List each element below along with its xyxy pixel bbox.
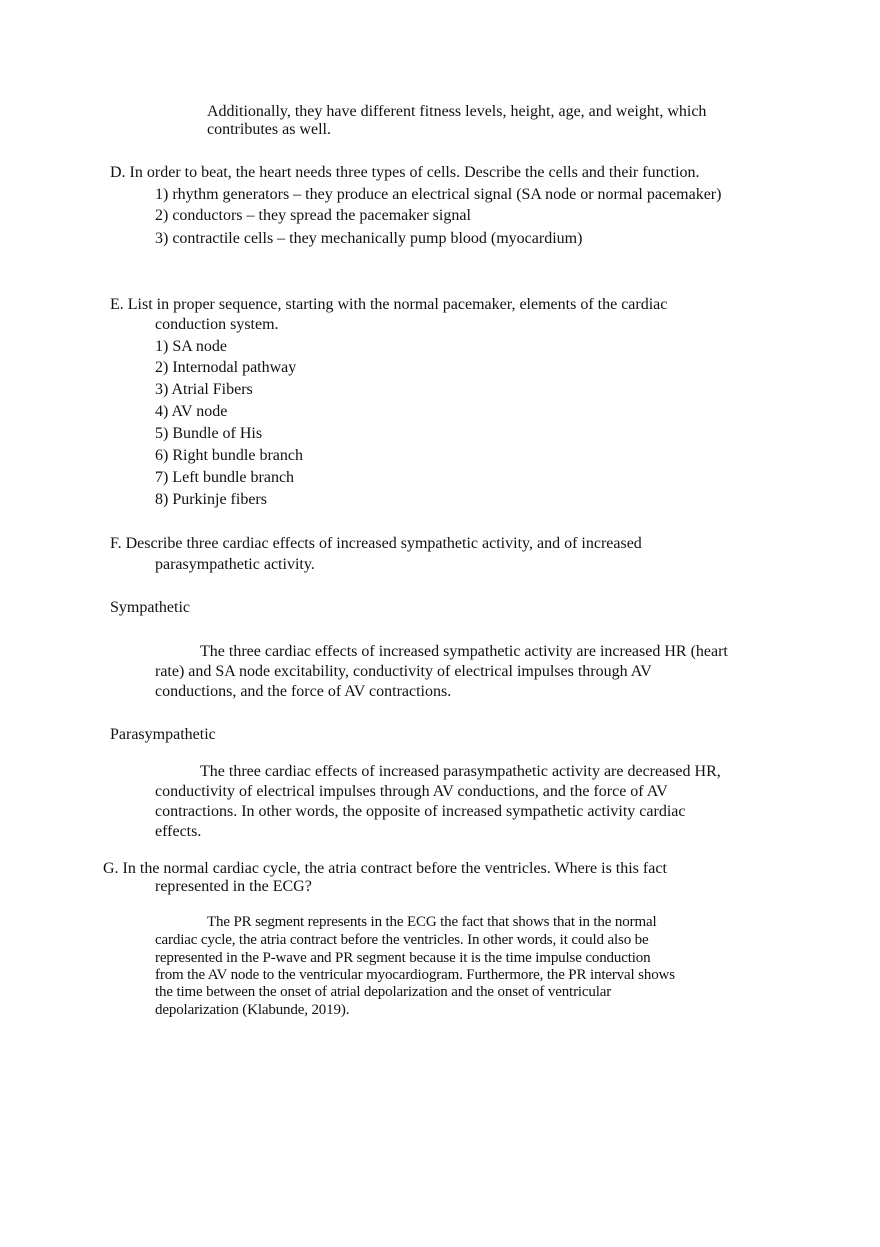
- question-f: F. Describe three cardiac effects of increased sympathetic activity, and of increased: [110, 535, 642, 552]
- list-item: 7) Left bundle branch: [155, 469, 295, 486]
- paragraph-line: contractions. In other words, the opposite of increased sympathetic activity cardiac: [155, 803, 686, 820]
- parasympathetic-heading: Parasympathetic: [110, 726, 216, 743]
- paragraph-line: The PR segment represents in the ECG the fact that shows that in the normal: [207, 914, 657, 930]
- list-item: 2) conductors – they spread the pacemaker signal: [155, 207, 471, 224]
- paragraph-line: The three cardiac effects of increased sympathetic activity are increased HR (heart: [200, 643, 728, 660]
- list-item: 1) SA node: [155, 338, 227, 355]
- paragraph-line: depolarization (Klabunde, 2019).: [155, 1002, 350, 1018]
- paragraph-line: rate) and SA node excitability, conductivity of electrical impulses through AV: [155, 663, 652, 680]
- paragraph-line: conductions, and the force of AV contractions.: [155, 683, 452, 700]
- list-item: 2) Internodal pathway: [155, 359, 297, 376]
- question-d: D. In order to beat, the heart needs three types of cells. Describe the cells and their function.: [110, 164, 700, 181]
- sympathetic-heading: Sympathetic: [110, 599, 190, 616]
- intro-line: contributes as well.: [207, 121, 331, 138]
- paragraph-line: from the AV node to the ventricular myocardiogram. Furthermore, the PR interval shows: [155, 967, 675, 983]
- question-e-cont: conduction system.: [155, 316, 279, 333]
- paragraph-line: cardiac cycle, the atria contract before the ventricles. In other words, it could also be: [155, 932, 649, 948]
- list-item: 4) AV node: [155, 403, 228, 420]
- question-f-cont: parasympathetic activity.: [155, 556, 315, 573]
- list-item: 5) Bundle of His: [155, 425, 263, 442]
- list-item: 3) Atrial Fibers: [155, 381, 253, 398]
- paragraph-line: The three cardiac effects of increased parasympathetic activity are decreased HR,: [200, 763, 721, 780]
- list-item: 3) contractile cells – they mechanically pump blood (myocardium): [155, 230, 583, 247]
- list-item: 6) Right bundle branch: [155, 447, 303, 464]
- paragraph-line: represented in the P-wave and PR segment because it is the time impulse conduction: [155, 950, 651, 966]
- paragraph-line: effects.: [155, 823, 202, 840]
- question-g-cont: represented in the ECG?: [155, 878, 312, 895]
- intro-line: Additionally, they have different fitness levels, height, age, and weight, which: [207, 103, 707, 120]
- list-item: 8) Purkinje fibers: [155, 491, 267, 508]
- paragraph-line: the time between the onset of atrial depolarization and the onset of ventricular: [155, 984, 612, 1000]
- question-e: E. List in proper sequence, starting with the normal pacemaker, elements of the cardiac: [110, 296, 668, 313]
- list-item: 1) rhythm generators – they produce an electrical signal (SA node or normal pacemaker): [155, 186, 722, 203]
- question-g: G. In the normal cardiac cycle, the atria contract before the ventricles. Where is this fact: [103, 860, 667, 877]
- paragraph-line: conductivity of electrical impulses through AV conductions, and the force of AV: [155, 783, 668, 800]
